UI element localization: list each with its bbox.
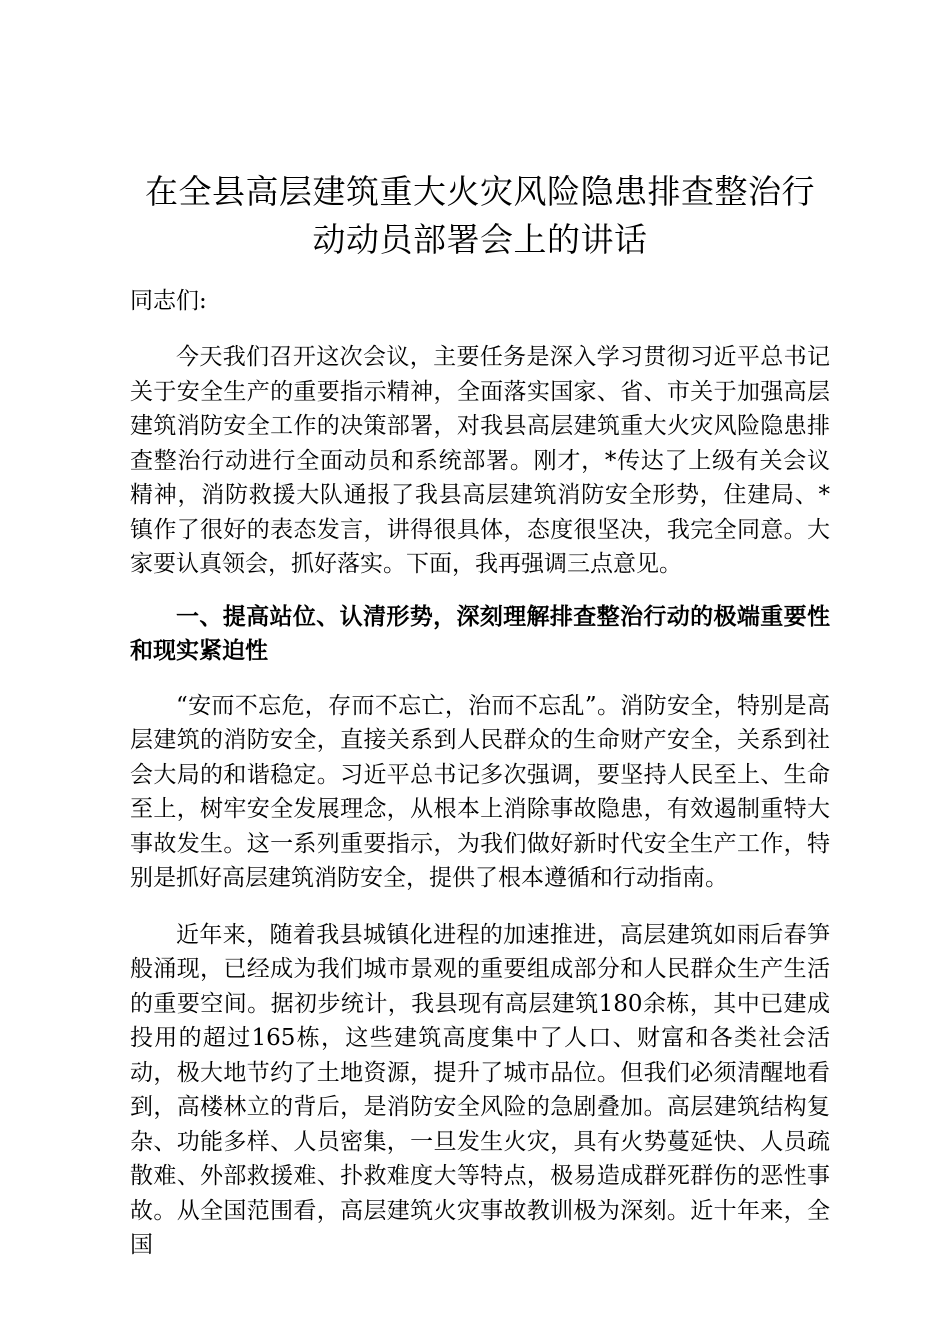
document-title-line-2: 动动员部署会上的讲话 — [312, 220, 648, 259]
document-title-line-1: 在全县高层建筑重大火灾风险隐患排查整治行 — [145, 172, 815, 211]
paragraph-section1-2: 近年来，随着我县城镇化进程的加速推进，高层建筑如雨后春笋般涌现，已经成为我们城市景观的重要组成部分和人民群众生产生活的重要空间。据初步统计，我县现有高层建筑180余栋，其中已建成投用的超过165栋，这些建筑高度集中了人口、财富和各类社会活动，极大地节约了土地资源，提升了城市品位。但我们必须清醒地看到，高楼林立的背后，是消防安全风险的急剧叠加。高层建筑结构复杂、功能多样、人员密集，一旦发生火灾，具有火势蔓延快、人员疏散难、外部救援难、扑救难度大等特点，极易造成群死群伤的恶性事故。从全国范围看，高层建筑火灾事故教训极为深刻。近十年来，全国 — [130, 921, 830, 1258]
salutation: 同志们: — [130, 288, 207, 314]
document-page — [130, 168, 830, 1263]
paragraph-intro: 今天我们召开这次会议，主要任务是深入学习贯彻习近平总书记关于安全生产的重要指示精神，全面落实国家、省、市关于加强高层建筑消防安全工作的决策部署，对我县高层建筑重大火灾风险隐患排查整治行动进行全面动员和系统部署。刚才，*传达了上级有关会议精神，消防救援大队通报了我县高层建筑消防安全形势，住建局、*镇作了很好的表态发言，讲得很具体，态度很坚决，我完全同意。大家要认真领会，抓好落实。下面，我再强调三点意见。 — [130, 344, 830, 577]
document-title — [130, 168, 830, 264]
section-heading-1: 一、提高站位、认清形势，深刻理解排查整治行动的极端重要性和现实紧迫性 — [130, 602, 830, 664]
paragraph-section1-1: “安而不忘危，存而不忘亡，治而不忘乱”。消防安全，特别是高层建筑的消防安全，直接关系到人民群众的生命财产安全，关系到社会大局的和谐稳定。习近平总书记多次强调，要坚持人民至上、生命至上，树牢安全发展理念，从根本上消除事故隐患，有效遏制重特大事故发生。这一系列重要指示，为我们做好新时代安全生产工作，特别是抓好高层建筑消防安全，提供了根本遵循和行动指南。 — [130, 692, 830, 891]
